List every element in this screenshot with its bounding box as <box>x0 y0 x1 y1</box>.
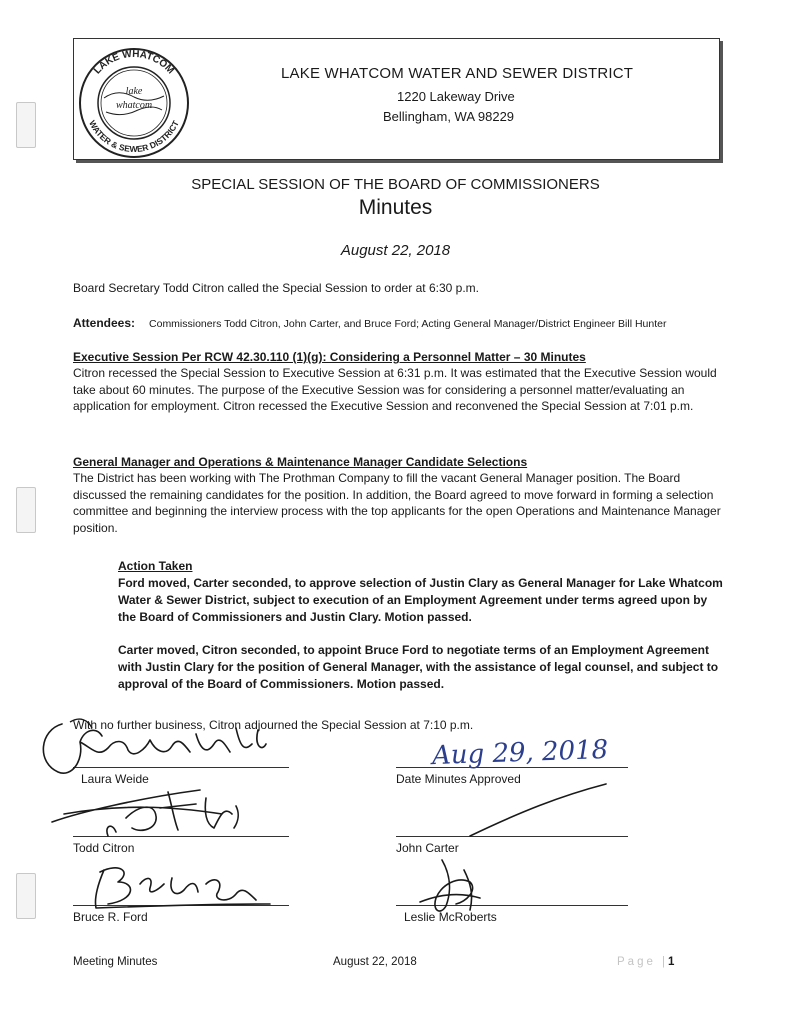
footer-page-indicator <box>617 956 674 968</box>
meeting-date: August 22, 2018 <box>340 242 451 259</box>
signature-citron <box>52 790 238 836</box>
document-title: Minutes <box>358 196 433 219</box>
signature-line-mcroberts <box>396 905 628 906</box>
motion-2-paragraph: Carter moved, Citron seconded, to appoint Bruce Ford to negotiate terms of an Employment Agreement with Justin Clary for the position of General Manager, with the assistance of legal counsel, and subject to approval of the Board of Commissioners. Motion passed. <box>118 643 719 691</box>
signature-line-weide <box>73 767 289 768</box>
footer-page-label: Page | <box>617 956 669 968</box>
signer-name-mcroberts: Leslie McRoberts <box>404 910 497 924</box>
handwritten-approval-date: Aug 29, 2018 <box>431 734 609 772</box>
signature-line-ford <box>73 905 289 906</box>
executive-session-heading: Executive Session Per RCW 42.30.110 (1)(g): Considering a Personnel Matter – 30 Minutes <box>73 350 586 364</box>
signature-mcroberts <box>420 860 480 911</box>
attendees-label: Attendees: <box>73 316 136 330</box>
action-taken-heading: Action Taken <box>118 559 193 573</box>
adjournment-paragraph: With no further business, Citron adjourned the Special Session at 7:10 p.m. <box>73 718 474 732</box>
svg-text:whatcom: whatcom <box>115 100 153 111</box>
binder-hole-mark <box>16 873 36 919</box>
district-logo-seal <box>0 0 791 200</box>
candidate-selection-paragraph: The District has been working with The Prothman Company to fill the vacant General Manager position. The Board discussed the remaining candidates for the position. In addition, the Board agreed to move forward in forming a selection committee and beginning the interview process with the top applicants for the open Operations and Maintenance Manager position. <box>73 471 721 535</box>
signature-line-carter <box>396 836 628 837</box>
svg-text:WATER & SEWER DISTRICT: WATER & SEWER DISTRICT <box>87 118 181 155</box>
footer-document-label: Meeting Minutes <box>73 956 158 968</box>
district-name: LAKE WHATCOM WATER AND SEWER DISTRICT <box>281 65 634 82</box>
session-title: SPECIAL SESSION OF THE BOARD OF COMMISSIONERS <box>191 176 600 193</box>
svg-text:LAKE WHATCOM: LAKE WHATCOM <box>91 48 176 77</box>
signer-name-carter: John Carter <box>396 841 459 855</box>
attendees-list: Commissioners Todd Citron, John Carter, and Bruce Ford; Acting General Manager/District Engineer Bill Hunter <box>149 318 667 330</box>
address-line-2: Bellingham, WA 98229 <box>383 109 515 124</box>
attendees-line <box>73 316 753 330</box>
signature-ford <box>95 868 270 908</box>
call-to-order-paragraph: Board Secretary Todd Citron called the Special Session to order at 6:30 p.m. <box>73 281 480 295</box>
svg-text:lake: lake <box>125 86 143 97</box>
date-approved-label: Date Minutes Approved <box>396 772 521 786</box>
binder-hole-mark <box>16 487 36 533</box>
signature-carter-slash <box>470 784 606 836</box>
signer-name-weide: Laura Weide <box>81 772 149 786</box>
motion-1-paragraph: Ford moved, Carter seconded, to approve selection of Justin Clary as General Manager for Lake Whatcom Water & Sewer District, subject to execution of an Employment Agreement under terms agreed upon by the Board of Commissioners and Justin Clary. Motion passed. <box>118 576 723 624</box>
footer-page-number: 1 <box>668 956 675 968</box>
candidate-selection-heading: General Manager and Operations & Maintenance Manager Candidate Selections <box>73 455 528 469</box>
executive-session-paragraph: Citron recessed the Special Session to Executive Session at 6:31 p.m. It was estimated that the Executive Session would take about 60 minutes. The purpose of the Executive Session was for considering a personnel matter/evaluating an application for employment. Citron recessed the Executive Session and reconvened the Special Session at 7:01 p.m. <box>73 366 717 413</box>
address-line-1: 1220 Lakeway Drive <box>397 89 515 104</box>
signer-name-ford: Bruce R. Ford <box>73 910 148 924</box>
signer-name-citron: Todd Citron <box>73 841 135 855</box>
footer-date: August 22, 2018 <box>333 956 417 968</box>
signature-line-citron <box>73 836 289 837</box>
